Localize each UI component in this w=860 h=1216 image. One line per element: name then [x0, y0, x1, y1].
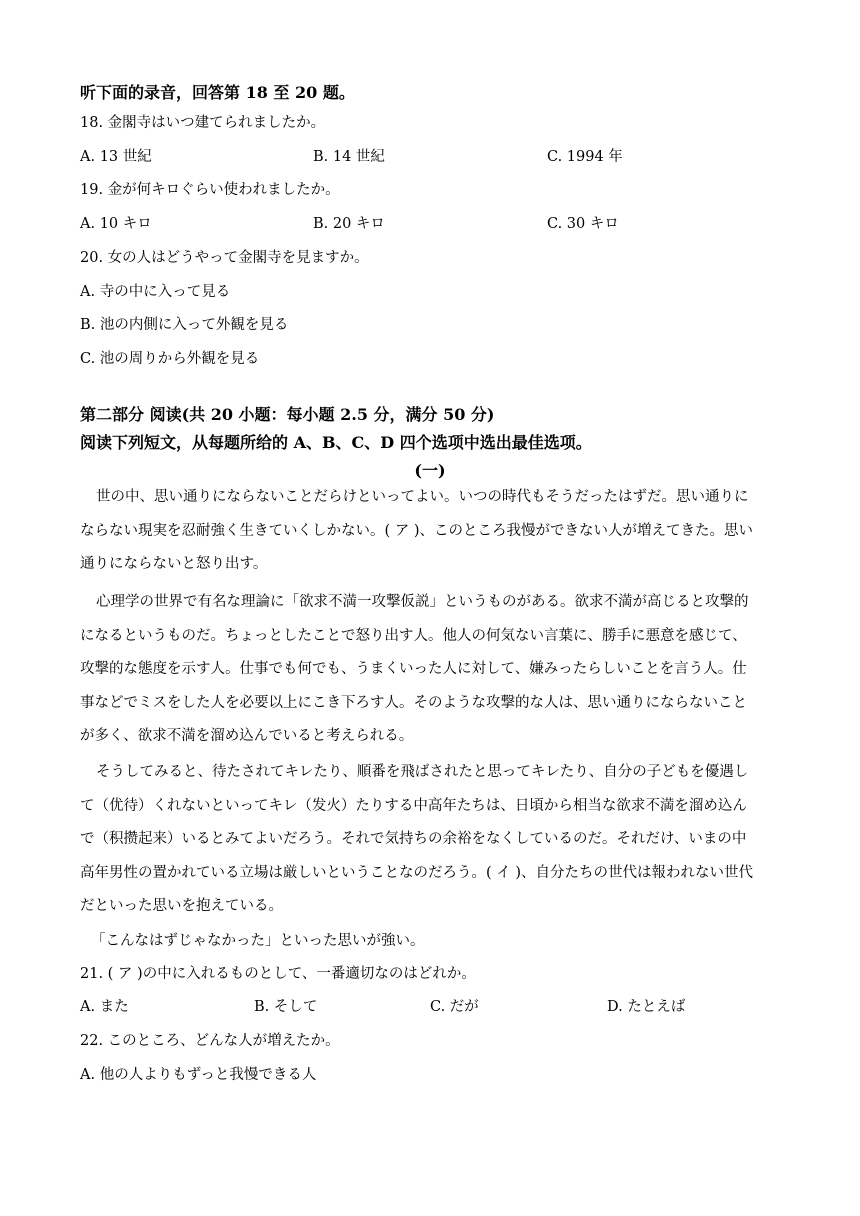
p1-line: 通りにならないと怒り出す。 [80, 556, 268, 572]
q22-option-a: A. 他の人よりもずっと我慢できる人 [80, 1067, 317, 1083]
passage-label: (一) [414, 461, 446, 480]
passage-paragraph-4: 「こんなはずじゃなかった」といった思いが強い。 [91, 933, 425, 949]
q19-stem: 19. 金が何キロぐらい使われましたか。 [80, 182, 340, 198]
q18-option-b: B. 14 世紀 [313, 149, 385, 165]
q22-stem: 22. このところ、どんな人が増えたか。 [80, 1033, 340, 1049]
q19-option-b: B. 20 キロ [313, 216, 385, 232]
q20-option-a: A. 寺の中に入って見る [80, 284, 231, 300]
p3-line: 高年男性の置かれている立場は厳しいということなのだろう。( イ )、自分たちの世代は報われない世代 [80, 864, 754, 881]
q20-stem: 20. 女の人はどうやって金閣寺を見ますか。 [80, 250, 369, 266]
p3-line: て（优待）くれないといってキレ（发火）たりする中高年たちは、日頃から相当な欲求不満を溜め込ん [80, 797, 747, 814]
p2-line: になるというものだ。ちょっとしたことで怒り出す人。他人の何気ない言葉に、勝手に悪意を感じて、 [80, 627, 747, 644]
p3-line: そうしてみると、待たされてキレたり、順番を飛ばされたと思ってキレたり、自分の子どもを優遇し [96, 764, 749, 780]
q18-option-c: C. 1994 年 [547, 149, 623, 165]
p1-line: ならない現実を忍耐強く生きていくしかない。( ア )、このところ我慢ができない人が増えてきた。思い [80, 522, 754, 539]
q18-option-a: A. 13 世紀 [80, 149, 152, 165]
passage-paragraph-2 [80, 586, 780, 754]
q21-option-b: B. そして [254, 999, 318, 1015]
p3-line: で（积攒起来）いるとみてよいだろう。それで気持ちの余裕をなくしているのだ。それだけ、いまの中 [80, 831, 747, 847]
q21-stem: 21. ( ア )の中に入れるものとして、一番適切なのはどれか。 [80, 966, 476, 982]
p2-line: が多く、欲求不満を溜め込んでいると考えられる。 [80, 728, 414, 744]
q20-option-b: B. 池の内側に入って外観を見る [80, 317, 289, 333]
q19-option-a: A. 10 キロ [80, 216, 152, 232]
passage-paragraph-3 [80, 756, 780, 924]
q21-option-c: C. だが [430, 999, 479, 1015]
p2-line: 事などでミスをした人を必要以上にこき下ろす人。そのような攻撃的な人は、思い通りにならないこと [80, 694, 747, 711]
q21-option-d: D. たとえば [607, 999, 686, 1015]
passage-paragraph-1 [80, 481, 780, 582]
p3-line: だといった思いを抱えている。 [80, 898, 283, 914]
reading-section-title: 第二部分 阅读(共 20 小题：每小题 2.5 分，满分 50 分) [80, 405, 495, 424]
q21-option-a: A. また [80, 999, 129, 1015]
q18-stem: 18. 金閣寺はいつ建てられましたか。 [80, 115, 326, 131]
p1-line: 世の中、思い通りにならないことだらけといってよい。いつの時代もそうだったはずだ。思い通りに [96, 489, 749, 505]
p2-line: 心理学の世界で有名な理論に「欲求不満一攻撃仮説」というものがある。欲求不満が高じると攻撃的 [96, 594, 749, 610]
listening-header: 听下面的录音，回答第 18 至 20 题。 [80, 83, 355, 102]
q20-option-c: C. 池の周りから外観を見る [80, 351, 260, 367]
p2-line: 攻撃的な態度を示す人。仕事でも何でも、うまくいった人に対して、嫌みったらしいことを言う人。仕 [80, 661, 747, 677]
q19-option-c: C. 30 キロ [547, 216, 619, 232]
reading-instruction: 阅读下列短文，从每题所给的 A、B、C、D 四个选项中选出最佳选项。 [80, 433, 592, 452]
